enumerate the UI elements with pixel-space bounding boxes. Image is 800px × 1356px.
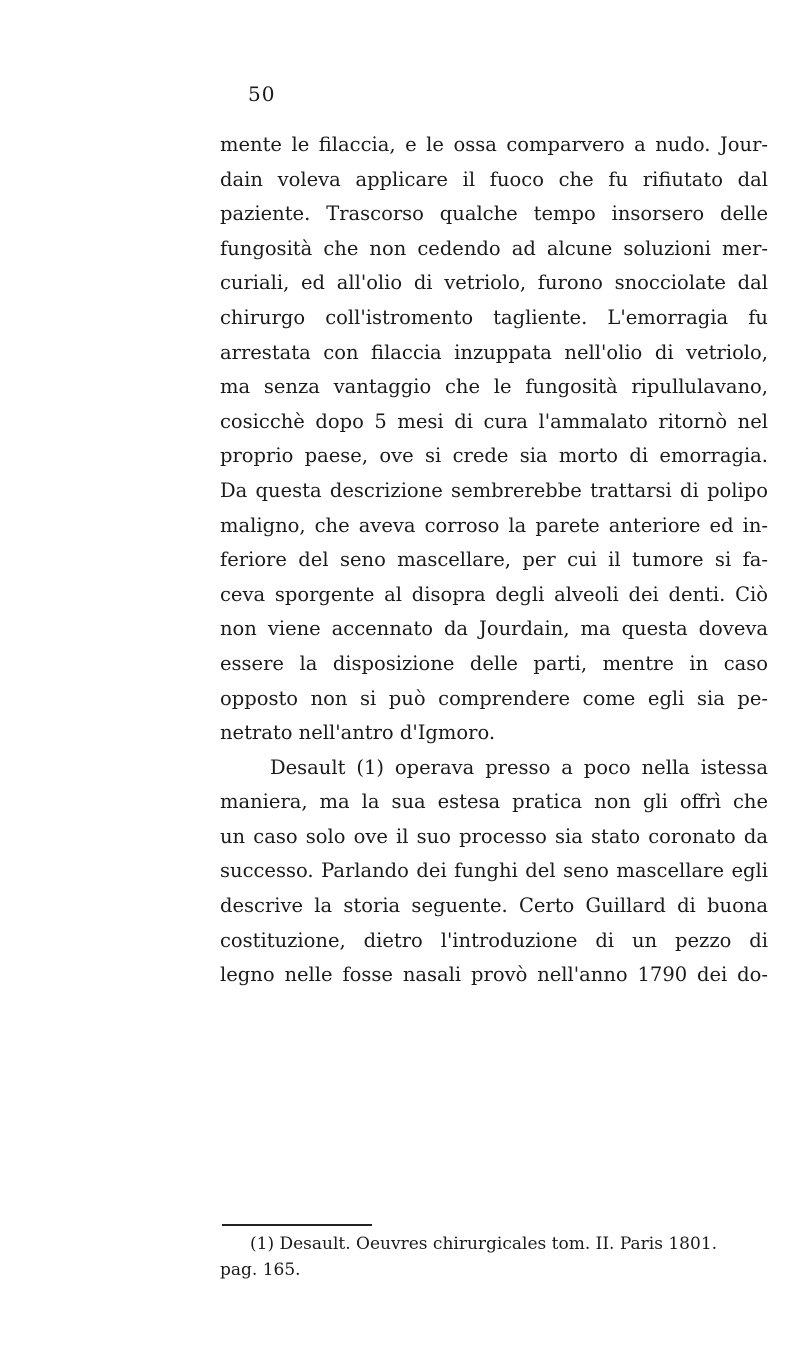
text-line: essere la disposizione delle parti, mentre in caso — [220, 651, 768, 675]
text-line: feriore del seno mascellare, per cui il tumore si fa- — [220, 548, 768, 572]
text-line: ceva sporgente al disopra degli alveoli dei denti. Ciò — [220, 582, 768, 606]
text-line: ma senza vantaggio che le fungosità ripullulavano, — [220, 375, 768, 399]
text-line: maligno, che aveva corroso la parete anteriore ed in- — [220, 513, 768, 537]
text-line: netrato nell'antro d'Igmoro. — [220, 721, 496, 745]
text-line: curiali, ed all'olio di vetriolo, furono snocciolate dal — [220, 271, 768, 295]
text-line: mente le filaccia, e le ossa comparvero a nudo. Jour- — [220, 133, 768, 156]
text-line: arrestata con filaccia inzuppata nell'olio di vetriolo, — [220, 340, 768, 364]
text-line: chirurgo coll'istromento tagliente. L'emorragia fu — [220, 305, 768, 329]
text-line: costituzione, dietro l'introduzione di un pezzo di — [220, 928, 768, 952]
text-line: maniera, ma la sua estesa pratica non gli offrì che — [220, 790, 768, 814]
text-line: fungosità che non cedendo ad alcune soluzioni mer- — [220, 236, 768, 260]
paragraph-1 — [220, 128, 768, 751]
text-line: successo. Parlando dei funghi del seno mascellare egli — [220, 859, 768, 883]
paragraph-2 — [220, 751, 768, 993]
footnote-line: (1) Desault. Oeuvres chirurgicales tom. II. Paris 1801. — [250, 1234, 718, 1254]
text-line: dain voleva applicare il fuoco che fu rifiutato dal — [220, 167, 768, 191]
text-line: non viene accennato da Jourdain, ma questa doveva — [220, 617, 768, 641]
body-text — [220, 128, 768, 993]
footnote — [220, 1231, 768, 1283]
text-line: un caso solo ove il suo processo sia stato coronato da — [220, 824, 768, 848]
footnote-line: pag. 165. — [220, 1260, 301, 1280]
text-line: Da questa descrizione sembrerebbe trattarsi di polipo — [220, 478, 768, 502]
text-line: cosicchè dopo 5 mesi di cura l'ammalato ritornò nel — [220, 409, 768, 433]
text-line: paziente. Trascorso qualche tempo insorsero delle — [220, 202, 768, 226]
text-line: legno nelle fosse nasali provò nell'anno 1790 dei do- — [220, 963, 768, 987]
footnote-divider — [222, 1224, 372, 1226]
text-line: opposto non si può comprendere come egli sia pe- — [220, 686, 768, 710]
text-line: proprio paese, ove si crede sia morto di emorragia. — [220, 444, 768, 468]
text-line: Desault (1) operava presso a poco nella istessa — [270, 755, 768, 779]
page-number: 50 — [248, 82, 276, 106]
text-line: descrive la storia seguente. Certo Guillard di buona — [220, 894, 768, 918]
